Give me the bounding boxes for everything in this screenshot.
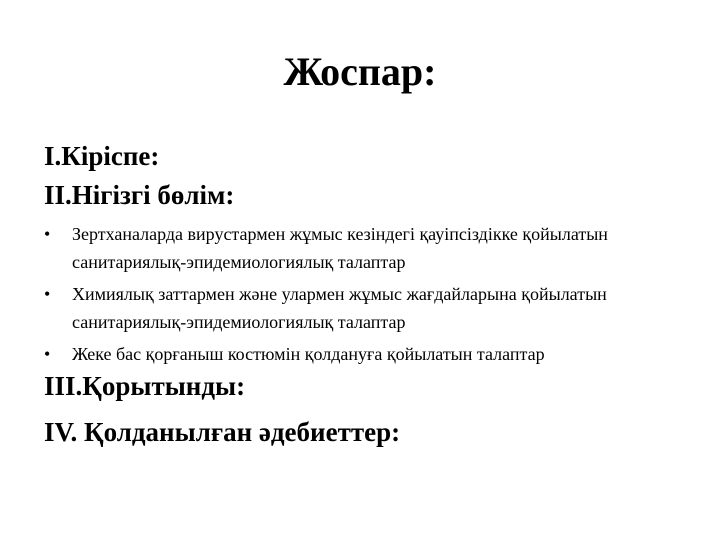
bullet-item-protective-suit bbox=[44, 340, 684, 368]
main-part-bullet-list bbox=[44, 220, 684, 372]
bullet-text: Жеке бас қорғаныш костюмін қолдануға қойылатын талаптар bbox=[72, 344, 545, 364]
bullet-marker: • bbox=[44, 224, 51, 244]
bullet-item-virus-lab-safety bbox=[44, 220, 684, 276]
bullet-item-chemical-safety bbox=[44, 280, 684, 336]
bullet-marker: • bbox=[44, 344, 51, 364]
section-introduction: I.Кіріспе: bbox=[44, 141, 160, 171]
bullet-text: Химиялық заттармен және улармен жұмыс жағдайларына қойылатын санитариялық-эпидемиологиялық талаптар bbox=[72, 284, 607, 332]
slide-title: Жоспар: bbox=[283, 49, 437, 94]
section-conclusion: III.Қорытынды: bbox=[44, 371, 246, 401]
section-references: IV. Қолданылған әдебиеттер: bbox=[44, 417, 401, 447]
bullet-text: Зертханаларда вирустармен жұмыс кезіндегі қауіпсіздікке қойылатын санитариялық-эпидемиологиялық талаптар bbox=[72, 224, 608, 272]
section-main-part: II.Нігізгі бөлім: bbox=[44, 180, 235, 210]
bullet-marker: • bbox=[44, 284, 51, 304]
